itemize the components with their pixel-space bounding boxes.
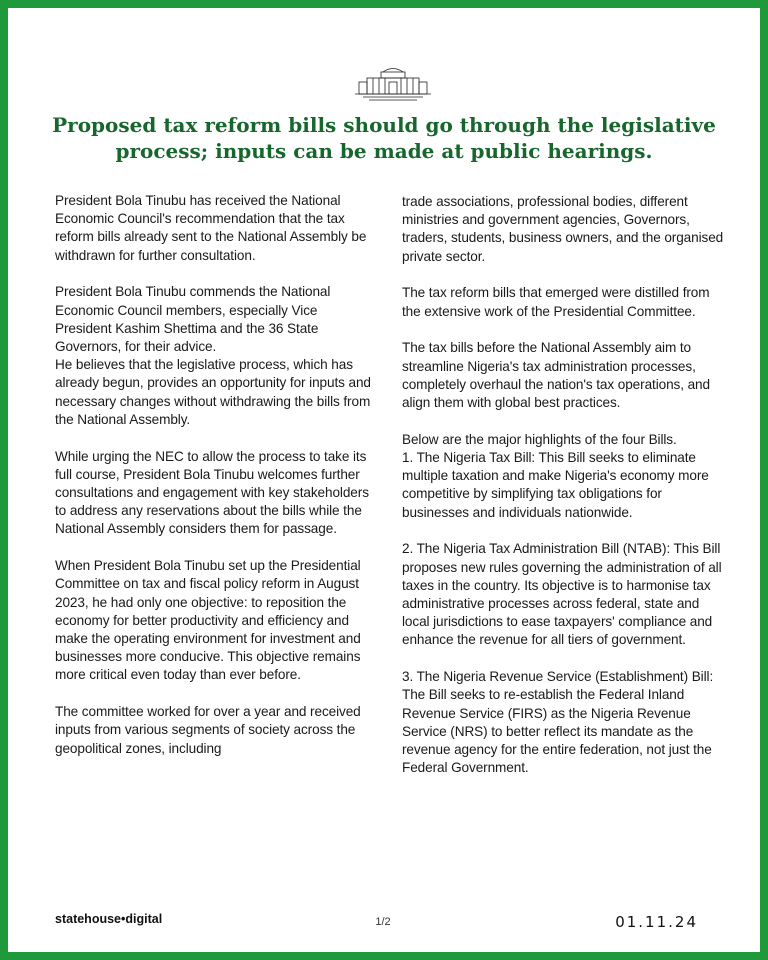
paragraph: The tax bills before the National Assembly aim to streamline Nigeria's tax administration processes, completely overhaul the nation's tax operations, and align them with global best practices.	[402, 340, 710, 411]
paragraph: While urging the NEC to allow the process to take its full course, President Bola Tinubu welcomes further consultations and engagement with key stakeholders to address any reservations about the bills while the National Assembly considers them for passage.	[55, 448, 369, 537]
paragraph: trade associations, professional bodies, different ministries and government agencies, Governors, traders, students, business owners, and the organised private sector.	[402, 194, 724, 264]
right-column	[402, 193, 728, 796]
paragraph: Below are the major highlights of the four Bills. 1. The Nigeria Tax Bill: This Bill seeks to eliminate multiple taxation and make Nigeria's economy more competitive by simplifying tax obligations for businesses and individuals nationwide.	[402, 431, 709, 520]
footer-date: 01.11.24	[615, 913, 698, 931]
paragraph: When President Bola Tinubu set up the Presidential Committee on tax and fiscal policy reform in August 2023, he had only one objective: to reposition the economy for better productivity and efficiency and make the operating environment for investment and businesses more conducive. This objective remains more critical even today than ever before.	[55, 558, 361, 683]
page-number: 1/2	[375, 916, 391, 928]
paragraph: The tax reform bills that emerged were distilled from the extensive work of the Presidential Committee.	[402, 285, 710, 319]
paragraph: President Bola Tinubu commends the National Economic Council members, especially Vice President Kashim Shettima and the 36 State Governors, for their advice. He believes that the legislative process, which has already begun, provides an opportunity for inputs and necessary changes without withdrawing the bills from the National Assembly.	[55, 284, 371, 427]
page-headline: Proposed tax reform bills should go through the legislative process; inputs can be made at public hearings.	[52, 113, 716, 163]
footer-brand: statehouse•digital	[55, 912, 163, 926]
paragraph: The committee worked for over a year and received inputs from various segments of society across the geopolitical zones, including	[55, 704, 361, 756]
paragraph: President Bola Tinubu has received the National Economic Council's recommendation that the tax reform bills already sent to the National Assembly be withdrawn for further consultation.	[55, 193, 367, 263]
document-card	[8, 8, 760, 952]
state-house-building-icon	[355, 64, 431, 102]
paragraph: 2. The Nigeria Tax Administration Bill (NTAB): This Bill proposes new rules governing the administration of all taxes in the country. Its objective is to harmonise tax administrative processes across federal, state and local jurisdictions to ease taxpayers' compliance and enhance the revenue for all tiers of government.	[402, 541, 722, 648]
left-column	[55, 192, 373, 776]
paragraph: 3. The Nigeria Revenue Service (Establishment) Bill: The Bill seeks to re-establish the Federal Inland Revenue Service (FIRS) as the Nigeria Revenue Service (NRS) to better reflect its mandate as the revenue agency for the entire federation, not just the Federal Government.	[402, 669, 714, 776]
